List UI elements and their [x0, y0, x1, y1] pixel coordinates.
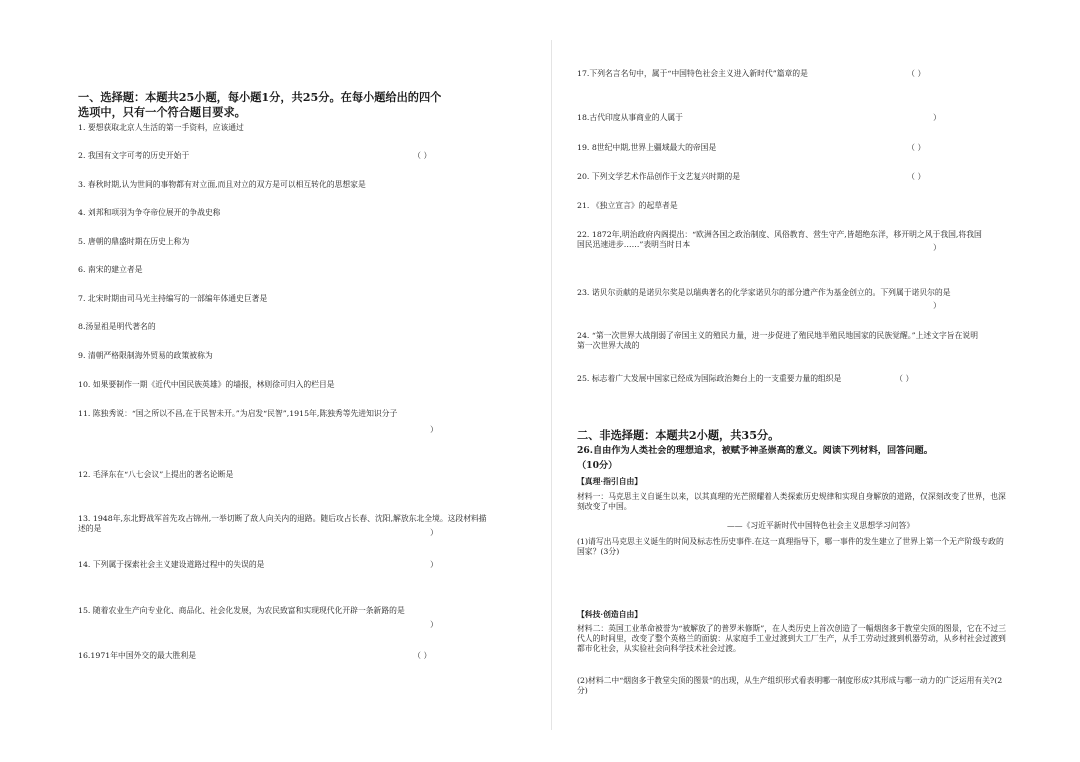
- q18-paren: ）: [933, 113, 941, 122]
- q3-stem: 3. 春秋时期,认为世间的事物都有对立面,而且对立的双方是可以相互转化的思想家是: [78, 180, 366, 189]
- page-fold: [551, 40, 552, 730]
- tech-section-head: 【科技·创造自由】: [577, 610, 643, 619]
- section1-title-cont: 选项中，只有一个符合题目要求。: [78, 105, 246, 119]
- truth-section-head: 【真理·指引自由】: [577, 477, 643, 486]
- q24-stem: 24. “第一次世界大战削弱了帝国主义的殖民力量，进一步促进了殖民地半殖民地国家的民族觉醒。”上述文字旨在说明第一次世界大战的: [577, 331, 978, 350]
- q10-stem: 10. 如果要制作一期《近代中国民族英雄》的墙报，林则徐可归入的栏目是: [78, 380, 335, 389]
- q19-stem: 19. 8世纪中期,世界上疆域最大的帝国是: [577, 143, 717, 152]
- subquestion-1: (1)请写出马克思主义诞生的时间及标志性历史事件.在这一真理指导下，哪一事件的发生建立了世界上第一个无产阶级专政的国家？(3分): [577, 537, 1004, 556]
- q18-stem: 18.古代印度从事商业的人属于: [577, 113, 683, 122]
- material-1-source: ——《习近平新时代中国特色社会主义思想学习问答》: [727, 521, 915, 530]
- q13-paren: ）: [430, 528, 438, 537]
- q17-paren: （ ）: [907, 69, 926, 78]
- q15-stem: 15. 随着农业生产向专业化、商品化、社会化发展，为农民致富和实现现代化开辟一条新路的是: [78, 606, 405, 615]
- q16-paren: （ ）: [413, 651, 432, 660]
- q21-stem: 21. 《独立宣言》的起草者是: [577, 201, 678, 210]
- q12-stem: 12. 毛泽东在“八七会议”上提出的著名论断是: [78, 470, 234, 479]
- q16-stem: 16.1971年中国外交的最大胜利是: [78, 651, 197, 660]
- q25-stem: 25. 标志着广大发展中国家已经成为国际政治舞台上的一支重要力量的组织是: [577, 374, 842, 383]
- material-1-text: 马克思主义自诞生以来，以其真理的光芒照耀着人类探索历史规律和实现自身解放的道路，仅深刻改变了世界，也深刻改变了中国。: [577, 492, 1006, 511]
- q11-paren: ）: [430, 425, 438, 434]
- q14-paren: ）: [430, 560, 438, 569]
- q23-paren: ）: [933, 301, 941, 310]
- q22-paren: ）: [933, 243, 941, 252]
- material-1-label: 材料一：: [577, 492, 609, 501]
- q26-intro: 26.自由作为人类社会的理想追求，被赋予神圣崇高的意义。阅读下列材料，回答问题。: [577, 445, 933, 456]
- q22-stem: 22. 1872年,明治政府内阁提出：“欧洲各国之政治制度、风俗教育、营生守产,皆超绝东洋，移开明之风于我国,将我国国民迅速进步……”表明当时日本: [577, 230, 982, 249]
- q6-stem: 6. 南宋的建立者是: [78, 265, 143, 274]
- material-2-label: 材料二：: [577, 624, 609, 633]
- material-2-text: 英国工业革命被誉为“被解放了的普罗米修斯”，在人类历史上首次创造了一幅烟囱多于教堂尖顶的图景，它在不过三代人的时间里，改变了整个英格兰的面貌：从家庭手工业过渡到大工厂生产，从手工劳动过渡到机器劳动，从乡村社会过渡到都市化社会，从实验社会向科学技术社会过渡。: [577, 624, 1006, 653]
- q4-stem: 4. 刘邦和项羽为争夺帝位展开的争战史称: [78, 208, 221, 217]
- material-2: [577, 624, 1007, 672]
- q2-stem: 2. 我国有文字可考的历史开始于: [78, 151, 190, 160]
- q25-paren: （ ）: [895, 374, 914, 383]
- q14-stem: 14. 下列属于探索社会主义建设道路过程中的失误的是: [78, 560, 265, 569]
- q1-stem: 1. 要想获取北京人生活的第一手资料，应该通过: [78, 123, 244, 132]
- q13-stem: 13. 1948年,东北野战军首先攻占锦州,一举切断了敌人向关内的退路。随后攻占长春、沈阳,解放东北全境。这段材料描述的是: [78, 514, 487, 533]
- q19-paren: （ ）: [907, 143, 926, 152]
- section1-title: 一、选择题：本题共25小题，每小题1分，共25分。在每小题给出的四个: [78, 90, 442, 104]
- subquestion-2: (2)材料二中“烟囱多于教堂尖顶的图景”的出现，从生产组织形式看表明哪一制度形成?其形成与哪一动力的广泛运用有关?(2分): [577, 676, 1003, 695]
- q26-score: （10分）: [577, 460, 618, 471]
- q9-stem: 9. 清朝严格限制海外贸易的政策被称为: [78, 351, 213, 360]
- q23-stem: 23. 诺贝尔贡献的是诺贝尔奖是以瑞典著名的化学家诺贝尔的部分遗产作为基金创立的。下列属于诺贝尔的是: [577, 288, 951, 297]
- q7-stem: 7. 北宋时期由司马光主持编写的一部编年体通史巨著是: [78, 294, 268, 303]
- q5-stem: 5. 唐朝的鼎盛时期在历史上称为: [78, 237, 190, 246]
- section2-title: 二、非选择题：本题共2小题，共35分。: [577, 428, 780, 442]
- q2-paren: （ ）: [413, 151, 432, 160]
- q20-stem: 20. 下列文学艺术作品创作于文艺复兴时期的是: [577, 172, 741, 181]
- q15-paren: ）: [430, 620, 438, 629]
- q17-stem: 17.下列名言名句中，属于“中国特色社会主义进入新时代”篇章的是: [577, 69, 808, 78]
- q20-paren: （ ）: [907, 172, 926, 181]
- material-1: [577, 492, 1007, 516]
- q8-stem: 8.汤显祖是明代著名的: [78, 322, 156, 331]
- q11-stem: 11. 陈独秀说：“国之所以不昌,在于民智未开。”为启发“民智”,1915年,陈独秀等先进知识分子: [78, 409, 398, 418]
